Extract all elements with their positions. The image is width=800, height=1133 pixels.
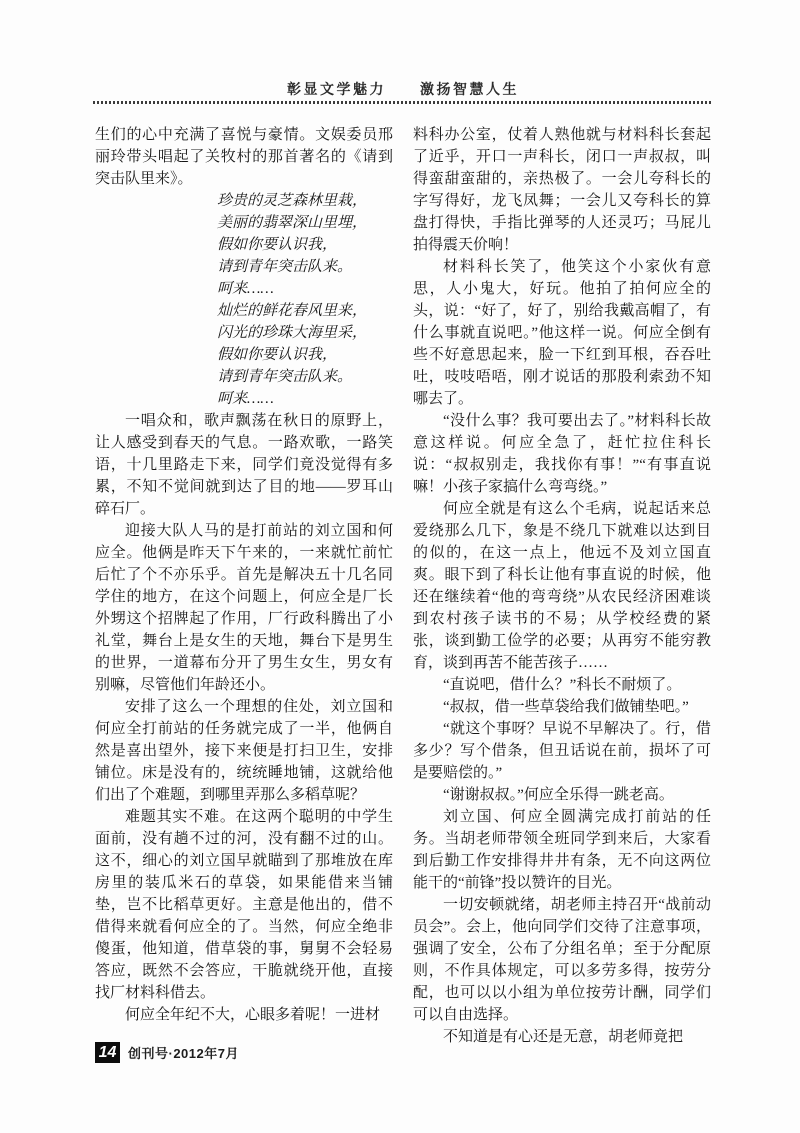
lyric-line: 假如你要认识我， — [217, 347, 338, 363]
paragraph: 难题其实不难。在这两个聪明的中学生面前，没有趟不过的河，没有翻不过的山。这不，细心的刘立国早就瞄到了那堆放在库房里的装瓜米石的草袋，如果能借来当铺垫，岂不比稻草更好。主意是他出的，借不借得来就看何应全的了。当然，何应全绝非傻蛋，他知道，借草袋的事，舅舅不会轻易答应，既然不会答应，干脆就绕开他，直接找厂材料科借去。 — [95, 809, 393, 1001]
issue-label: 创刊号·2012年7月 — [128, 1046, 239, 1061]
paragraph: 刘立国、何应全圆满完成打前站的任务。当胡老师带领全班同学到来后，大家看到后勤工作安排得井井有条，无不向这两位能干的“前锋”投以赞许的目光。 — [413, 809, 711, 891]
lyric-line: 假如你要认识我， — [217, 237, 338, 253]
lyric-line: 闪光的珍珠大海里采， — [217, 325, 368, 341]
page-number-badge: 14 — [95, 1042, 120, 1063]
lyric-line: 请到青年突击队来。 — [217, 259, 353, 275]
page-header-slogan — [93, 79, 713, 99]
article-body — [95, 124, 711, 1048]
lyric-line: 呵来…… — [217, 281, 274, 297]
paragraph: “叔叔，借一些草袋给我们做铺垫吧。” — [443, 699, 689, 715]
paragraph: 生们的心中充满了喜悦与豪情。文娱委员邢丽玲带头唱起了关牧村的那首著名的《请到突击队里来》。 — [95, 127, 393, 187]
paragraph: “直说吧，借什么？”科长不耐烦了。 — [443, 677, 682, 693]
lyric-line: 美丽的翡翠深山里埋， — [217, 215, 368, 231]
paragraph: 安排了这么一个理想的住处，刘立国和何应全打前站的任务就完成了一半，他俩自然是喜出望外，接下来便是打扫卫生，安排铺位。床是没有的，统统睡地铺，这就给他们出了个难题，到哪里弄那么多稻草呢？ — [95, 699, 393, 803]
text-column-right — [413, 124, 711, 1048]
paragraph: 何应全年纪不大，心眼多着呢！一进材 — [125, 1007, 381, 1023]
lyric-line: 请到青年突击队来。 — [217, 369, 353, 385]
paragraph: 不知道是有心还是无意，胡老师竟把 — [443, 1029, 684, 1045]
lyric-line: 珍贵的灵芝森林里栽， — [217, 193, 368, 209]
paragraph: 材料科长笑了，他笑这个小家伙有意思，人小鬼大，好玩。他拍了拍何应全的头，说：“好了，好了，别给我戴高帽了，有什么事就直说吧。”他这样一说。何应全倒有些不好意思起来，脸一下红到耳根，吞吞吐吐，吱吱唔唔，刚才说话的那股利索劲不知哪去了。 — [413, 259, 711, 407]
slogan-right: 激扬智慧人生 — [420, 81, 519, 97]
paragraph: 料科办公室，仗着人熟他就与材料科长套起了近乎，开口一声科长，闭口一声叔叔，叫得蛮甜蛮甜的，亲热极了。一会儿夸科长的字写得好，龙飞凤舞；一会儿又夸科长的算盘打得快，手指比弹琴的人还灵巧；马屁儿拍得震天价响！ — [413, 127, 711, 253]
paragraph: “就这个事呀？早说不早解决了。行，借多少？写个借条，但丑话说在前，损坏了可是要赔偿的。” — [413, 721, 711, 781]
paragraph: “没什么事？我可要出去了。”材料科长故意这样说。何应全急了，赶忙拉住科长说：“叔叔别走，我找你有事！”“有事直说嘛！小孩子家搞什么弯弯绕。” — [413, 413, 711, 495]
header-dotted-rule — [93, 101, 713, 104]
lyric-line: 呵来…… — [217, 391, 274, 407]
page-footer — [95, 1042, 239, 1063]
paragraph: “谢谢叔叔。”何应全乐得一跳老高。 — [443, 787, 674, 803]
text-column-left — [95, 124, 393, 1048]
paragraph: 迎接大队人马的是打前站的刘立国和何应全。他俩是昨天下午来的，一来就忙前忙后忙了个不亦乐乎。首先是解决五十几名同学住的地方，在这个问题上，何应全是厂长外甥这个招牌起了作用，厂行政科腾出了小礼堂，舞台上是女生的天地，舞台下是男生的世界，一道幕布分开了男生女生，男女有别嘛，尽管他们年龄还小。 — [95, 523, 393, 693]
song-lyrics — [217, 190, 393, 410]
paragraph: 一切安顿就绪，胡老师主持召开“战前动员会”。会上，他向同学们交待了注意事项，强调了安全，公布了分组名单；至于分配原则，不作具体规定，可以多劳多得，按劳分配，也可以以小组为单位按劳计酬，同学们可以自由选择。 — [413, 897, 711, 1023]
slogan-left: 彰显文学魅力 — [287, 81, 386, 97]
paragraph: 一唱众和，歌声飘荡在秋日的原野上，让人感受到春天的气息。一路欢歌，一路笑语，十几里路走下来，同学们竟没觉得有多累，不知不觉间就到达了目的地——罗耳山碎石厂。 — [95, 413, 393, 517]
paragraph: 何应全就是有这么个毛病，说起话来总爱绕那么几下，象是不绕几下就难以达到目的似的，在这一点上，他远不及刘立国直爽。眼下到了科长让他有事直说的时候，他还在继续着“他的弯弯绕”从农民经济困难谈到农村孩子读书的不易；从学校经费的紧张，谈到勤工俭学的必要；从再穷不能穷教育，谈到再苦不能苦孩子…… — [413, 501, 711, 671]
lyric-line: 灿烂的鲜花春风里来， — [217, 303, 368, 319]
